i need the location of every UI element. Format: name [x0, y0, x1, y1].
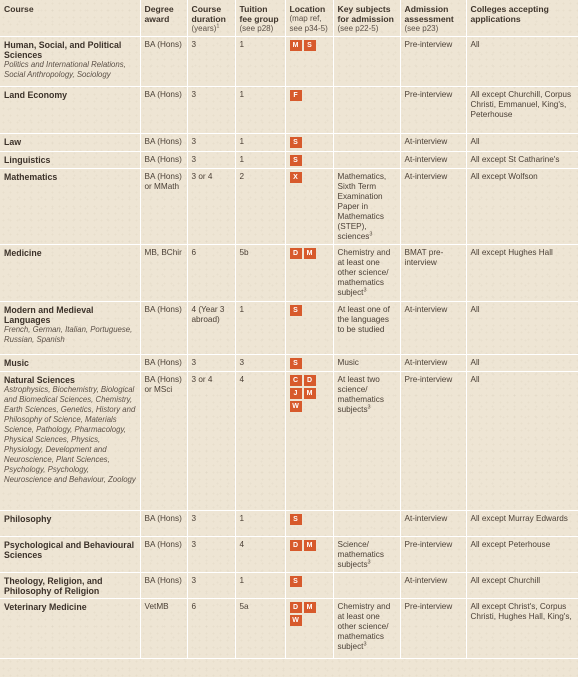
- admission-assessment: At-interview: [404, 155, 448, 164]
- key-subjects-cell: [333, 245, 400, 302]
- course-cell: [0, 169, 140, 245]
- key-subjects-cell: [333, 355, 400, 372]
- colleges-accepting: All except Churchill, Corpus Christi, Emmanuel, King's, Peterhouse: [470, 90, 572, 119]
- course-duration: 3: [191, 155, 197, 164]
- duration-cell: [187, 87, 235, 134]
- admission-cell: [400, 134, 466, 152]
- course-duration: 6: [191, 248, 197, 257]
- location-badge: S: [290, 305, 302, 316]
- course-duration: 3: [191, 40, 197, 49]
- table-row: [0, 511, 578, 537]
- degree-award: MB, BChir: [144, 248, 182, 257]
- course-cell: [0, 537, 140, 573]
- course-duration: 3: [191, 137, 197, 146]
- course-cell: [0, 37, 140, 87]
- colleges-cell: [466, 599, 578, 659]
- tuition-fee-group: 1: [239, 90, 245, 99]
- location-badge: D: [290, 540, 302, 551]
- location-badges: [290, 137, 324, 148]
- admission-cell: [400, 537, 466, 573]
- colleges-cell: [466, 302, 578, 355]
- header-admission: Admission assessment (see p23): [400, 0, 466, 37]
- degree-cell: [140, 152, 187, 169]
- location-cell: [285, 599, 333, 659]
- course-cell: [0, 87, 140, 134]
- tuition-cell: [235, 355, 285, 372]
- header-row: [0, 0, 578, 37]
- duration-cell: [187, 537, 235, 573]
- key-subjects-cell: [333, 87, 400, 134]
- degree-cell: [140, 511, 187, 537]
- header-tuition: Tuition fee group (see p28): [235, 0, 285, 37]
- admission-cell: [400, 245, 466, 302]
- admission-assessment: Pre-interview: [404, 90, 453, 99]
- header-colleges: Colleges accepting applications: [466, 0, 578, 37]
- duration-cell: [187, 511, 235, 537]
- location-badges: [290, 172, 324, 183]
- location-badges: [290, 375, 324, 412]
- location-badge: M: [304, 388, 316, 399]
- location-badges: [290, 514, 324, 525]
- course-duration: 3 or 4: [191, 172, 213, 181]
- degree-cell: [140, 169, 187, 245]
- key-subjects-cell: [333, 573, 400, 599]
- tuition-cell: [235, 152, 285, 169]
- degree-cell: [140, 37, 187, 87]
- table-row: [0, 355, 578, 372]
- key-subjects-cell: [333, 599, 400, 659]
- duration-cell: [187, 169, 235, 245]
- location-cell: [285, 537, 333, 573]
- location-badge: M: [290, 40, 302, 51]
- admission-assessment: Pre-interview: [404, 40, 453, 49]
- degree-award: BA (Hons): [144, 137, 182, 146]
- table-row: [0, 169, 578, 245]
- course-name: Human, Social, and Political Sciences: [4, 40, 122, 60]
- course-cell: [0, 372, 140, 511]
- location-cell: [285, 169, 333, 245]
- tuition-cell: [235, 37, 285, 87]
- key-subjects: Mathematics, Sixth Term Examination Paper in Mathematics (STEP), sciences: [337, 172, 387, 241]
- location-badges: [290, 602, 324, 626]
- admission-assessment: At-interview: [404, 358, 448, 367]
- degree-cell: [140, 355, 187, 372]
- duration-cell: [187, 37, 235, 87]
- tuition-fee-group: 5a: [239, 602, 249, 611]
- colleges-cell: [466, 134, 578, 152]
- location-badge: S: [290, 155, 302, 166]
- location-badge: D: [304, 375, 316, 386]
- course-duration: 3: [191, 540, 197, 549]
- admission-assessment: At-interview: [404, 576, 448, 585]
- degree-cell: [140, 537, 187, 573]
- admission-cell: [400, 599, 466, 659]
- tuition-fee-group: 1: [239, 40, 245, 49]
- table-row: [0, 573, 578, 599]
- header-degree: Degree award: [140, 0, 187, 37]
- course-name: Land Economy: [4, 90, 68, 100]
- location-badge: M: [304, 248, 316, 259]
- colleges-cell: [466, 87, 578, 134]
- tuition-cell: [235, 599, 285, 659]
- location-badge: M: [304, 540, 316, 551]
- key-subjects-cell: [333, 537, 400, 573]
- degree-award: BA (Hons): [144, 514, 182, 523]
- tuition-cell: [235, 372, 285, 511]
- location-badges: [290, 40, 324, 51]
- course-name: Philosophy: [4, 514, 52, 524]
- key-subjects: Chemistry and at least one other science/ mathematics subject: [337, 602, 391, 651]
- course-cell: [0, 134, 140, 152]
- location-badges: [290, 90, 324, 101]
- degree-cell: [140, 87, 187, 134]
- colleges-cell: [466, 355, 578, 372]
- degree-cell: [140, 372, 187, 511]
- table-row: [0, 37, 578, 87]
- course-name: Law: [4, 137, 22, 147]
- degree-award: BA (Hons) or MMath: [144, 172, 182, 191]
- location-cell: [285, 134, 333, 152]
- degree-award: BA (Hons) or MSci: [144, 375, 182, 394]
- key-subjects-footnote: 3: [363, 287, 367, 294]
- tuition-fee-group: 3: [239, 358, 245, 367]
- course-name: Veterinary Medicine: [4, 602, 87, 612]
- admission-cell: [400, 573, 466, 599]
- tuition-cell: [235, 87, 285, 134]
- admission-assessment: At-interview: [404, 514, 448, 523]
- colleges-cell: [466, 573, 578, 599]
- location-badge: J: [290, 388, 302, 399]
- location-cell: [285, 37, 333, 87]
- location-badges: [290, 576, 324, 587]
- course-cell: [0, 355, 140, 372]
- course-subjects: Astrophysics, Biochemistry, Biological and Biomedical Sciences, Chemistry, Earth Sciences, Genetics, History and Philosophy of Science, Materials Science, Pathology, Pharmacology, Physical Sciences, Physics, Physiology, Development and Neuroscience, Plant Sciences, Psychology, Psychology, Neuroscience and Behaviour, Zoology: [4, 385, 136, 484]
- location-badges: [290, 358, 324, 369]
- course-duration: 3 or 4: [191, 375, 213, 384]
- course-name: Linguistics: [4, 155, 51, 165]
- table-row: [0, 372, 578, 511]
- location-cell: [285, 245, 333, 302]
- key-subjects-footnote: 3: [363, 641, 367, 648]
- colleges-cell: [466, 245, 578, 302]
- table-row: [0, 87, 578, 134]
- header-course: Course: [0, 0, 140, 37]
- degree-award: VetMB: [144, 602, 169, 611]
- admission-cell: [400, 372, 466, 511]
- degree-cell: [140, 134, 187, 152]
- course-name: Theology, Religion, and Philosophy of Religion: [4, 576, 103, 596]
- course-duration: 3: [191, 358, 197, 367]
- colleges-accepting: All: [470, 40, 480, 49]
- colleges-accepting: All: [470, 358, 480, 367]
- admission-cell: [400, 355, 466, 372]
- key-subjects: Music: [337, 358, 359, 367]
- course-subjects: French, German, Italian, Portuguese, Russian, Spanish: [4, 325, 133, 344]
- course-name: Mathematics: [4, 172, 58, 182]
- admission-assessment: BMAT pre-interview: [404, 248, 444, 267]
- colleges-accepting: All: [470, 375, 480, 384]
- location-cell: [285, 511, 333, 537]
- course-name: Psychological and Behavioural Sciences: [4, 540, 135, 560]
- location-cell: [285, 355, 333, 372]
- location-badges: [290, 540, 324, 551]
- colleges-cell: [466, 169, 578, 245]
- tuition-cell: [235, 511, 285, 537]
- location-badge: D: [290, 602, 302, 613]
- degree-cell: [140, 599, 187, 659]
- key-subjects: Science/ mathematics subjects: [337, 540, 384, 569]
- location-badges: [290, 305, 324, 316]
- key-subjects-footnote: 3: [367, 559, 371, 566]
- admission-cell: [400, 37, 466, 87]
- tuition-fee-group: 1: [239, 576, 245, 585]
- location-badge: W: [290, 615, 302, 626]
- location-badge: S: [304, 40, 316, 51]
- key-subjects-cell: [333, 169, 400, 245]
- location-badge: X: [290, 172, 302, 183]
- admission-cell: [400, 152, 466, 169]
- colleges-accepting: All except Christ's, Corpus Christi, Hughes Hall, King's,: [470, 602, 572, 621]
- location-cell: [285, 573, 333, 599]
- duration-cell: [187, 599, 235, 659]
- location-cell: [285, 372, 333, 511]
- duration-cell: [187, 372, 235, 511]
- duration-cell: [187, 302, 235, 355]
- duration-cell: [187, 152, 235, 169]
- colleges-cell: [466, 37, 578, 87]
- degree-cell: [140, 573, 187, 599]
- course-duration: 4 (Year 3 abroad): [191, 305, 225, 324]
- location-badge: S: [290, 576, 302, 587]
- course-cell: [0, 302, 140, 355]
- course-cell: [0, 573, 140, 599]
- admission-cell: [400, 302, 466, 355]
- course-cell: [0, 152, 140, 169]
- degree-cell: [140, 302, 187, 355]
- location-cell: [285, 87, 333, 134]
- colleges-accepting: All except St Catharine's: [470, 155, 560, 164]
- key-subjects-footnote: 3: [367, 404, 371, 411]
- tuition-fee-group: 4: [239, 375, 245, 384]
- key-subjects-cell: [333, 134, 400, 152]
- location-badge: S: [290, 358, 302, 369]
- admission-assessment: Pre-interview: [404, 540, 453, 549]
- course-cell: [0, 511, 140, 537]
- table-row: [0, 599, 578, 659]
- table-row: [0, 134, 578, 152]
- header-key-subjects: Key subjects for admission (see p22-5): [333, 0, 400, 37]
- tuition-cell: [235, 245, 285, 302]
- table-row: [0, 245, 578, 302]
- tuition-fee-group: 1: [239, 137, 245, 146]
- course-name: Medicine: [4, 248, 42, 258]
- course-name: Natural Sciences: [4, 375, 75, 385]
- admission-assessment: Pre-interview: [404, 375, 453, 384]
- tuition-cell: [235, 573, 285, 599]
- location-badge: S: [290, 514, 302, 525]
- tuition-fee-group: 1: [239, 514, 245, 523]
- admission-assessment: At-interview: [404, 305, 448, 314]
- course-name: Music: [4, 358, 29, 368]
- duration-cell: [187, 355, 235, 372]
- colleges-accepting: All except Hughes Hall: [470, 248, 553, 257]
- degree-award: BA (Hons): [144, 40, 182, 49]
- admission-assessment: Pre-interview: [404, 602, 453, 611]
- course-name: Modern and Medieval Languages: [4, 305, 94, 325]
- colleges-accepting: All except Murray Edwards: [470, 514, 568, 523]
- table-row: [0, 152, 578, 169]
- key-subjects-cell: [333, 511, 400, 537]
- location-badges: [290, 248, 324, 259]
- course-duration: 6: [191, 602, 197, 611]
- colleges-cell: [466, 152, 578, 169]
- duration-cell: [187, 134, 235, 152]
- admission-assessment: At-interview: [404, 172, 448, 181]
- table-body: [0, 37, 578, 659]
- key-subjects-cell: [333, 37, 400, 87]
- colleges-accepting: All except Wolfson: [470, 172, 538, 181]
- degree-award: BA (Hons): [144, 576, 182, 585]
- tuition-cell: [235, 169, 285, 245]
- tuition-fee-group: 1: [239, 305, 245, 314]
- tuition-fee-group: 4: [239, 540, 245, 549]
- location-cell: [285, 152, 333, 169]
- colleges-accepting: All: [470, 137, 480, 146]
- location-badge: W: [290, 401, 302, 412]
- degree-cell: [140, 245, 187, 302]
- header-location: Location (map ref, see p34-5): [285, 0, 333, 37]
- course-duration: 3: [191, 576, 197, 585]
- admission-cell: [400, 511, 466, 537]
- colleges-accepting: All: [470, 305, 480, 314]
- colleges-accepting: All except Peterhouse: [470, 540, 551, 549]
- course-duration: 3: [191, 90, 197, 99]
- location-cell: [285, 302, 333, 355]
- admission-assessment: At-interview: [404, 137, 448, 146]
- degree-award: BA (Hons): [144, 90, 182, 99]
- key-subjects: At least two science/ mathematics subjects: [337, 375, 384, 414]
- key-subjects-cell: [333, 302, 400, 355]
- header-duration: Course duration (years)$^1$: [187, 0, 235, 37]
- location-badges: [290, 155, 324, 166]
- key-subjects-cell: [333, 152, 400, 169]
- duration-cell: [187, 245, 235, 302]
- duration-cell: [187, 573, 235, 599]
- key-subjects-footnote: 3: [369, 231, 373, 238]
- tuition-cell: [235, 302, 285, 355]
- colleges-cell: [466, 511, 578, 537]
- degree-award: BA (Hons): [144, 305, 182, 314]
- table-row: [0, 302, 578, 355]
- location-badge: D: [290, 248, 302, 259]
- key-subjects: Chemistry and at least one other science/ mathematics subject: [337, 248, 391, 297]
- degree-award: BA (Hons): [144, 155, 182, 164]
- key-subjects-cell: [333, 372, 400, 511]
- degree-award: BA (Hons): [144, 540, 182, 549]
- location-badge: S: [290, 137, 302, 148]
- course-duration: 3: [191, 514, 197, 523]
- tuition-fee-group: 5b: [239, 248, 249, 257]
- course-subjects: Politics and International Relations, Social Anthropology, Sociology: [4, 60, 126, 79]
- admission-cell: [400, 169, 466, 245]
- tuition-fee-group: 2: [239, 172, 245, 181]
- admission-cell: [400, 87, 466, 134]
- tuition-cell: [235, 134, 285, 152]
- course-cell: [0, 599, 140, 659]
- colleges-accepting: All except Churchill: [470, 576, 541, 585]
- location-badge: M: [304, 602, 316, 613]
- degree-award: BA (Hons): [144, 358, 182, 367]
- colleges-cell: [466, 372, 578, 511]
- key-subjects: At least one of the languages to be studied: [337, 305, 390, 334]
- tuition-cell: [235, 537, 285, 573]
- course-cell: [0, 245, 140, 302]
- tuition-fee-group: 1: [239, 155, 245, 164]
- colleges-cell: [466, 537, 578, 573]
- location-badge: C: [290, 375, 302, 386]
- table-row: [0, 537, 578, 573]
- location-badge: F: [290, 90, 302, 101]
